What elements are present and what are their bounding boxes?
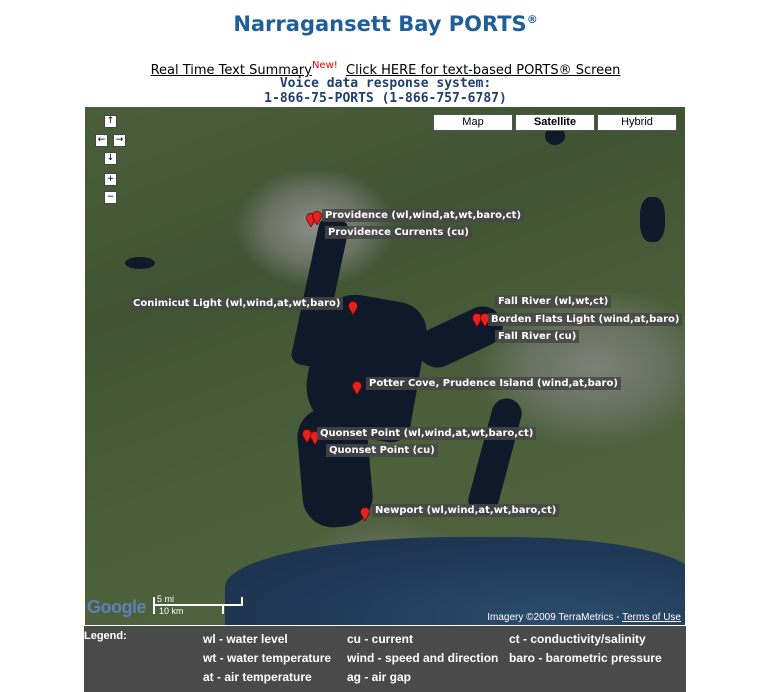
voice-title: Voice data response system:	[279, 76, 492, 91]
station-label[interactable]: Borden Flats Light (wind,at,baro)	[488, 313, 682, 326]
pan-right-icon[interactable]: →	[113, 134, 126, 147]
page-title	[0, 12, 771, 36]
scale-bar	[153, 594, 243, 618]
scale-mi: 5 mi	[157, 594, 175, 604]
registered-mark: ®	[526, 13, 538, 26]
station-label[interactable]: Newport (wl,wind,at,wt,baro,ct)	[372, 504, 559, 517]
legend-item: wt - water temperature	[203, 651, 332, 665]
station-label[interactable]: Fall River (cu)	[495, 330, 579, 343]
page-title-text: Narragansett Bay PORTS	[233, 12, 527, 36]
text-screen-link[interactable]: Click HERE for text-based PORTS® Screen	[346, 63, 621, 78]
new-badge: New!	[311, 60, 338, 71]
bay-water-sakonnet	[465, 395, 525, 519]
legend-item: wl - water level	[203, 632, 288, 646]
station-pin-conimicut[interactable]	[348, 301, 358, 315]
map-type-hybrid[interactable]: Hybrid	[597, 114, 677, 131]
legend-item: at - air temperature	[203, 670, 312, 684]
imagery-credit	[487, 612, 681, 623]
realtime-summary-link[interactable]: Real Time Text Summary	[150, 63, 312, 78]
station-pin-potter-cove[interactable]	[352, 381, 362, 395]
legend-panel	[84, 626, 686, 692]
map-type-map[interactable]: Map	[433, 114, 513, 131]
legend-title: Legend:	[84, 630, 127, 642]
station-label[interactable]: Providence (wl,wind,at,wt,baro,ct)	[322, 209, 524, 222]
station-label[interactable]: Quonset Point (cu)	[326, 444, 438, 457]
zoom-in-icon[interactable]: +	[104, 173, 117, 186]
pan-left-icon[interactable]: ←	[95, 134, 108, 147]
legend-item: ag - air gap	[347, 670, 412, 684]
station-pin-newport[interactable]	[360, 507, 370, 521]
zoom-out-icon[interactable]: −	[104, 191, 117, 204]
legend-item: wind - speed and direction	[347, 651, 499, 665]
lake-1	[125, 257, 155, 269]
voice-phone: 1-866-75-PORTS (1-866-757-6787)	[264, 91, 507, 106]
scale-km: 10 km	[159, 606, 184, 616]
station-label[interactable]: Potter Cove, Prudence Island (wind,at,baro)	[366, 377, 621, 390]
pan-down-icon[interactable]: ↓	[104, 152, 117, 165]
legend-item: cu - current	[347, 632, 414, 646]
imagery-text: Imagery ©2009 TerraMetrics -	[487, 612, 620, 623]
legend-item: baro - barometric pressure	[509, 651, 662, 665]
station-label[interactable]: Conimicut Light (wl,wind,at,wt,baro)	[130, 297, 343, 310]
lake-2	[640, 197, 665, 242]
station-label[interactable]: Fall River (wl,wt,ct)	[495, 295, 611, 308]
terms-of-use-link[interactable]: Terms of Use	[622, 612, 681, 623]
map-canvas[interactable]	[85, 107, 685, 625]
station-label[interactable]: Providence Currents (cu)	[325, 226, 472, 239]
station-label[interactable]: Quonset Point (wl,wind,at,wt,baro,ct)	[317, 427, 536, 440]
legend-item: ct - conductivity/salinity	[509, 632, 646, 646]
voice-system	[0, 76, 771, 106]
station-pin-providence-currents[interactable]	[312, 211, 322, 225]
google-logo[interactable]: Google	[87, 597, 146, 617]
map-type-satellite[interactable]: Satellite	[515, 114, 595, 131]
pan-up-icon[interactable]: ↑	[104, 115, 117, 128]
